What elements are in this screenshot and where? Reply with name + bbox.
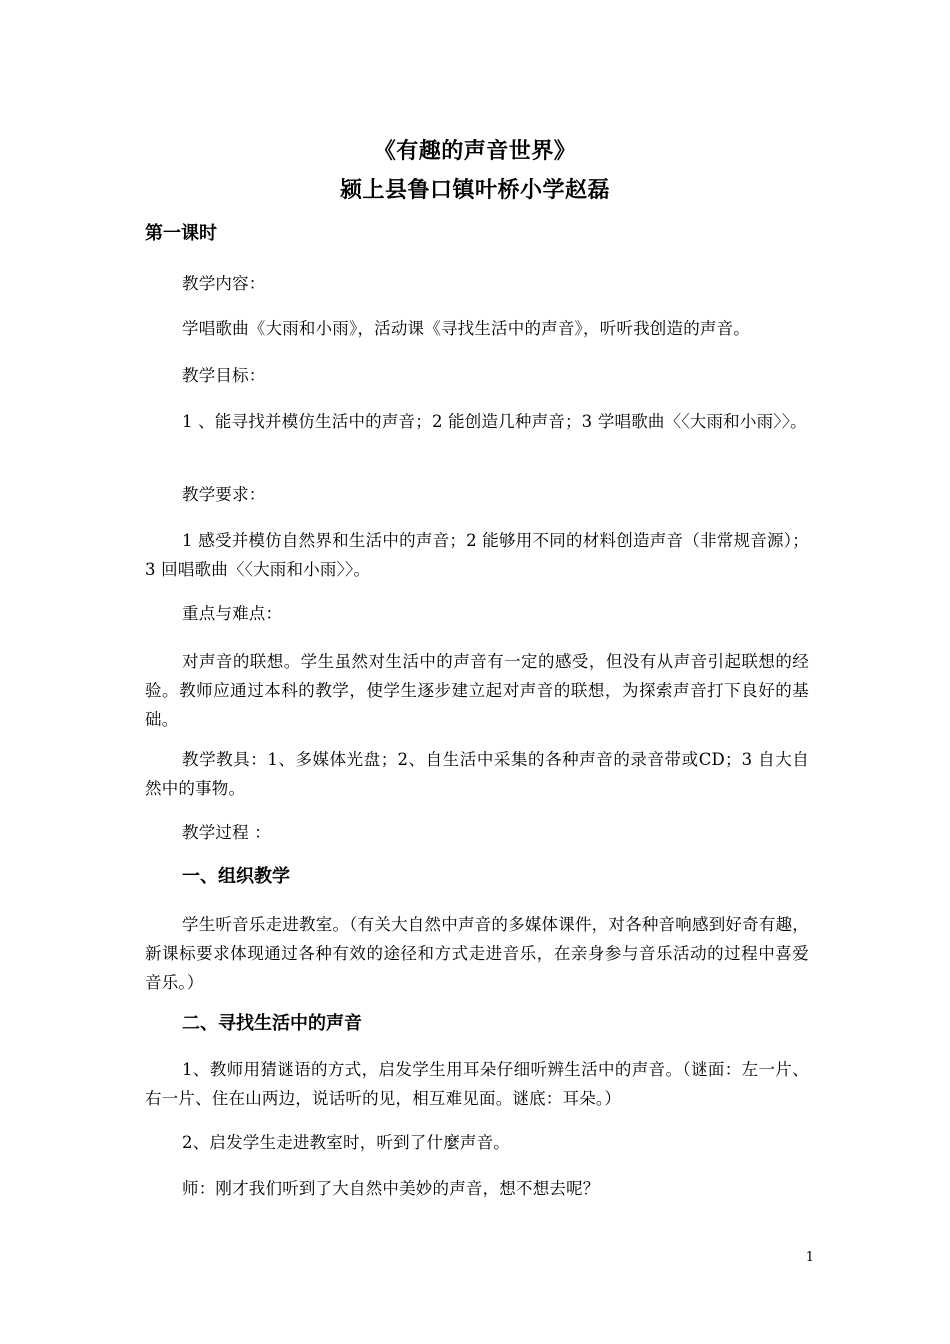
focus-text: 对声音的联想。学生虽然对生活中的声音有一定的感受，但没有从声音引起联想的经验。教师应通过本科的教学，使学生逐步建立起对声音的联想，为探索声音打下良好的基础。 [145,652,809,729]
section2-paragraph-3: 师：刚才我们听到了大自然中美妙的声音，想不想去呢？ [182,1179,600,1198]
section1-text: 学生听音乐走进教室。（有关大自然中声音的多媒体课件，对各种音响感到好奇有趣，新课标要求体现通过各种有效的途径和方式走进音乐，在亲身参与音乐活动的过程中喜爱音乐。） [145,915,809,992]
section2-paragraph-1: 1、教师用猜谜语的方式，启发学生用耳朵仔细听辨生活中的声音。（谜面：左一片、右一片、住在山两边，说话听的见，相互难见面。谜底：耳朵。） [145,1060,809,1108]
author-line: 颍上县鲁口镇叶桥小学赵磊 [339,178,610,203]
process-label: 教学过程 ： [182,823,271,842]
goals-text: 1 、能寻找并模仿生活中的声音；2 能创造几种声音；3 学唱歌曲〈〈大雨和小雨〉〉。 [182,412,807,431]
content-text: 学唱歌曲《大雨和小雨》，活动课《寻找生活中的声音》，听听我创造的声音。 [182,319,750,338]
requirements-text: 1 感受并模仿自然界和生活中的声音；2 能够用不同的材料创造声音（非常规音源）；3 回唱歌曲〈〈大雨和小雨〉〉。 [145,531,809,579]
section2-paragraph-2: 2、启发学生走进教室时，听到了什麼声音。 [182,1133,510,1152]
page-number: 1 [805,1250,814,1265]
focus-label: 重点与难点： [182,604,283,623]
section2-heading: 二、寻找生活中的声音 [182,1013,362,1034]
tools-text: 教学教具：1、多媒体光盘；2、自生活中采集的各种声音的录音带或CD；3 自大自然中的事物。 [145,750,809,798]
section1-heading: 一、组织教学 [182,866,290,887]
goals-label: 教学目标： [182,366,266,385]
requirements-label: 教学要求： [182,485,266,504]
document-title: 《有趣的声音世界》 [373,139,577,164]
content-label: 教学内容： [182,274,266,293]
lesson-heading: 第一课时 [145,223,217,244]
